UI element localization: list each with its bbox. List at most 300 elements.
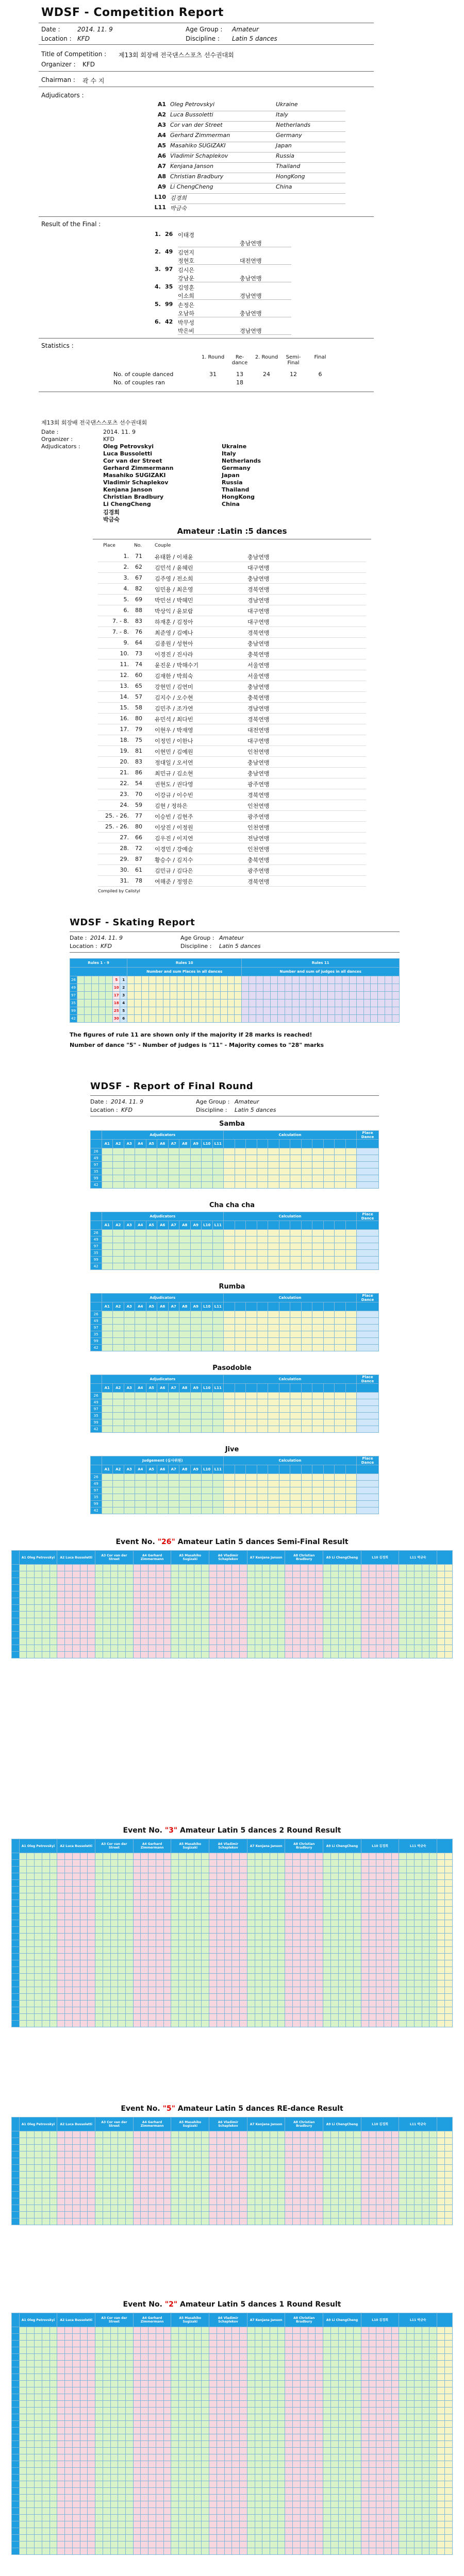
mark-cell	[376, 2212, 384, 2218]
total-cell	[437, 1638, 445, 1645]
mark-cell	[209, 1571, 217, 1578]
no-head	[12, 1551, 20, 1565]
total-cell	[437, 1994, 445, 2001]
mark-cell	[361, 2014, 369, 2021]
mark-cell	[95, 1954, 103, 1960]
mark-cell	[19, 1887, 27, 1893]
place-col	[357, 1140, 379, 1148]
mark-cell	[124, 1474, 135, 1481]
mark-cell	[277, 1860, 285, 1867]
mark-cell	[255, 1980, 262, 1987]
event-title	[0, 1826, 464, 1835]
mark-cell	[27, 1638, 35, 1645]
rule11-cell	[306, 992, 313, 999]
ranking-team: 인천연맹	[247, 803, 270, 809]
total-cell	[437, 1880, 445, 1887]
dance-row	[91, 1331, 379, 1338]
mark-cell	[49, 2151, 57, 2158]
calc-cell	[290, 1257, 302, 1263]
mark-cell	[224, 2021, 232, 2027]
mark-cell	[72, 1632, 80, 1638]
mark-cell	[110, 1867, 118, 1873]
calc-cell	[257, 1162, 268, 1168]
mark-cell	[338, 1638, 346, 1645]
mark-cell	[354, 2192, 361, 2198]
event-row	[12, 1632, 453, 1638]
mark-cell	[384, 1860, 391, 1867]
mark-cell	[42, 1920, 49, 1927]
mark-cell	[27, 2192, 35, 2198]
ranking-team: 대구연맹	[247, 738, 270, 744]
mark-cell	[135, 1393, 146, 1399]
calc-col	[246, 1465, 257, 1474]
mark-cell	[300, 1880, 308, 1887]
mark-cell	[103, 1638, 110, 1645]
calc-cell	[235, 1263, 246, 1270]
rule-head: Rules 1 - 9	[70, 959, 127, 968]
calc-cell	[279, 1175, 290, 1182]
mark-cell	[232, 2178, 240, 2185]
mark-cell	[369, 1947, 376, 1954]
mark-cell	[171, 2334, 179, 2341]
mark-cell	[146, 1318, 157, 1325]
mark-cell	[148, 1900, 156, 1907]
mark-cell	[232, 1632, 240, 1638]
mark-cell	[391, 2151, 399, 2158]
judge-head: A7 Kenjana Janson	[247, 1839, 285, 1853]
mark-cell	[202, 2198, 209, 2205]
final-partner-a: 김시은	[178, 267, 194, 274]
mark-cell	[224, 1893, 232, 1900]
mark-cell	[133, 1652, 141, 1658]
couple-no: 99	[91, 1419, 102, 1426]
mark-cell	[80, 1632, 88, 1638]
mark-cell	[323, 1987, 331, 1994]
mark-cell	[346, 1578, 354, 1585]
calc-cell	[224, 1393, 235, 1399]
mark-cell	[88, 1585, 95, 1591]
mark-cell	[126, 1645, 134, 1652]
ranking-couple: 김지수 / 오수현	[155, 694, 193, 701]
mark-cell	[118, 2145, 126, 2151]
adjudicator-row	[103, 479, 361, 486]
mark-cell	[65, 2001, 73, 2007]
mark-cell	[202, 1585, 209, 1591]
mark-cell	[391, 1974, 399, 1980]
total-head	[437, 2117, 453, 2131]
mark-cell	[277, 2021, 285, 2027]
mark-cell	[133, 2212, 141, 2218]
mark-cell	[146, 1399, 157, 1406]
rule11-cell	[292, 999, 299, 1007]
mark-cell	[27, 1947, 35, 1954]
mark-cell	[171, 2151, 179, 2158]
result-cell	[444, 1947, 452, 1954]
judge-head: A4 Gerhard Zimmermann	[133, 2313, 171, 2327]
mark-cell	[209, 2205, 217, 2212]
ranking-number: 70	[135, 791, 142, 798]
mark-cell	[255, 2178, 262, 2185]
rule11-cell	[306, 1007, 313, 1015]
mark-cell	[141, 1565, 148, 1571]
rule11-cell	[256, 999, 263, 1007]
mark-cell	[194, 1927, 202, 1934]
calc-cell	[323, 1182, 335, 1189]
mark-cell	[330, 2007, 338, 2014]
mark-cell	[277, 2327, 285, 2334]
mark-cell	[141, 2158, 148, 2165]
place-head: Place Dance	[357, 1294, 379, 1302]
mark-cell	[124, 1236, 135, 1243]
mark-cell	[141, 1571, 148, 1578]
couple-no	[12, 1947, 20, 1954]
mark-cell	[190, 1494, 202, 1501]
mark-cell	[88, 1578, 95, 1585]
ranking-team: 충남연맹	[247, 684, 270, 690]
mark-cell	[42, 1632, 49, 1638]
calc-cell	[224, 1331, 235, 1338]
rule10-cell	[135, 999, 142, 1007]
mark-cell	[88, 1605, 95, 1612]
calc-cell	[257, 1168, 268, 1175]
mark-cell	[217, 1632, 224, 1638]
mark-cell	[300, 2185, 308, 2192]
mark-cell	[148, 2218, 156, 2225]
mark-cell	[141, 1907, 148, 1913]
mark-cell	[163, 1591, 171, 1598]
mark-cell	[186, 1987, 194, 1994]
rule11-cell	[385, 1015, 392, 1023]
calc-col	[290, 1302, 302, 1311]
mark-cell	[80, 2327, 88, 2334]
mark-cell	[399, 1987, 407, 1994]
judge-code: A2	[113, 1465, 124, 1474]
mark-cell	[316, 1980, 323, 1987]
mark-cell	[300, 2192, 308, 2198]
mark-cell	[384, 1618, 391, 1625]
mark-cell	[171, 1927, 179, 1934]
final-place: 5.	[155, 301, 161, 308]
mark-cell	[110, 1605, 118, 1612]
mark-cell	[391, 1638, 399, 1645]
mark-cell	[414, 2131, 422, 2138]
mark-cell	[103, 1947, 110, 1954]
judge-code: L11	[212, 1465, 224, 1474]
mark-cell	[146, 1331, 157, 1338]
mark-cell	[126, 2172, 134, 2178]
mark-cell	[429, 1954, 437, 1960]
mark-cell	[88, 2007, 95, 2014]
mark-cell	[168, 1250, 179, 1257]
mark-cell	[42, 2218, 49, 2225]
mark-cell	[270, 1880, 277, 1887]
mark-cell	[146, 1236, 157, 1243]
mark-cell	[103, 2151, 110, 2158]
mark-cell	[135, 1487, 146, 1494]
mark-cell	[384, 1625, 391, 1632]
calc-cell	[235, 1155, 246, 1162]
mark-cell	[232, 1960, 240, 1967]
mark-cell	[80, 1612, 88, 1618]
ranking-couple: 권현도 / 권다영	[155, 781, 193, 788]
mark-cell	[293, 1974, 301, 1980]
mark-cell	[209, 2151, 217, 2158]
mark-cell	[110, 2334, 118, 2341]
mark-cell	[57, 2192, 65, 2198]
mark-cell	[110, 2178, 118, 2185]
mark-cell	[399, 1585, 407, 1591]
mark-cell	[330, 1598, 338, 1605]
calc-cell	[257, 1399, 268, 1406]
mark-cell	[102, 1393, 113, 1399]
mark-cell	[72, 2158, 80, 2165]
mark-cell	[95, 1994, 103, 2001]
mark-cell	[330, 2205, 338, 2212]
mark-cell	[57, 1913, 65, 1920]
mark-cell	[255, 1987, 262, 1994]
judge-head-row	[12, 2117, 453, 2131]
mark-cell	[300, 1974, 308, 1980]
mark-cell	[65, 1900, 73, 1907]
mark-cell	[217, 1585, 224, 1591]
mark-cell	[156, 1887, 163, 1893]
result-cell	[444, 2138, 452, 2145]
mark-cell	[65, 1913, 73, 1920]
mark-cell	[72, 1638, 80, 1645]
calc-cell	[235, 1406, 246, 1413]
mark-cell	[270, 2178, 277, 2185]
mark-cell	[270, 1853, 277, 1860]
mark-cell	[118, 1967, 126, 1974]
mark-cell	[190, 1399, 202, 1406]
result-cell	[444, 1578, 452, 1585]
final-partner-b: 박은비	[178, 328, 194, 334]
mark-cell	[179, 1148, 191, 1155]
mark-cell	[361, 1632, 369, 1638]
mark-cell	[179, 1994, 187, 2001]
mark-cell	[323, 1652, 331, 1658]
mark-cell	[95, 1645, 103, 1652]
final-number: 97	[165, 266, 173, 273]
mark-cell	[376, 1652, 384, 1658]
mark-cell	[414, 2172, 422, 2178]
mark-cell	[157, 1426, 169, 1433]
total-cell	[437, 1913, 445, 1920]
mark-cell	[407, 2185, 415, 2192]
calc-cell	[224, 1494, 235, 1501]
mark-cell	[354, 2151, 361, 2158]
mark-cell	[65, 1873, 73, 1880]
mark-cell	[422, 2185, 429, 2192]
couple-no: 26	[91, 1148, 102, 1155]
mark-cell	[72, 1880, 80, 1887]
mark-cell	[186, 2007, 194, 2014]
mark-cell	[407, 1853, 415, 1860]
mark-cell	[156, 2007, 163, 2014]
calc-cell	[257, 1311, 268, 1318]
mark-cell	[361, 1860, 369, 1867]
mark-cell	[354, 2212, 361, 2218]
mark-cell	[338, 2198, 346, 2205]
mark-cell	[202, 1880, 209, 1887]
mark-cell	[399, 1887, 407, 1893]
mark-cell	[316, 1565, 323, 1571]
mark-cell	[232, 2007, 240, 2014]
rule11-cell	[371, 1015, 378, 1023]
ranking-row	[98, 692, 366, 703]
result-cell	[444, 2001, 452, 2007]
mark-cell	[57, 1605, 65, 1612]
mark-cell	[407, 1880, 415, 1887]
mark-cell	[270, 1652, 277, 1658]
calc-cell	[345, 1257, 357, 1263]
couple-no: 42	[91, 1182, 102, 1189]
couple-no: 42	[91, 1263, 102, 1270]
mark-cell	[186, 1927, 194, 1934]
mark-cell	[103, 1591, 110, 1598]
rule10-cell	[199, 999, 206, 1007]
rule11-cell	[277, 976, 285, 984]
mark-cell	[171, 1652, 179, 1658]
mark-cell	[113, 1311, 124, 1318]
couple-no: 26	[91, 1474, 102, 1481]
ranking-number: 83	[135, 618, 142, 624]
calc-cell	[235, 1148, 246, 1155]
dance-row	[91, 1325, 379, 1331]
mark-cell	[80, 2212, 88, 2218]
mark-cell	[118, 1987, 126, 1994]
mark-cell	[148, 1994, 156, 2001]
mark-cell	[148, 1632, 156, 1638]
rule11-cell	[277, 1007, 285, 1015]
final-partner-a: 김영훈	[178, 284, 194, 291]
mark-cell	[148, 1652, 156, 1658]
mark-cell	[414, 1920, 422, 1927]
mark-cell	[156, 1947, 163, 1954]
mark-cell	[285, 2198, 293, 2205]
mark-cell	[179, 1325, 191, 1331]
mark-cell	[224, 1954, 232, 1960]
mark-cell	[194, 1598, 202, 1605]
event-number: "2"	[164, 2300, 178, 2309]
mark-cell	[232, 1920, 240, 1927]
rule10-cell	[135, 1007, 142, 1015]
result-cell	[444, 1980, 452, 1987]
calc-cell	[235, 1507, 246, 1514]
event-row	[12, 1934, 453, 1940]
mark-cell	[80, 2138, 88, 2145]
mark-cell	[422, 1867, 429, 1873]
calc-cell	[268, 1148, 279, 1155]
mark-cell	[113, 1168, 124, 1175]
mark-cell	[186, 1605, 194, 1612]
mark-cell	[42, 1994, 49, 2001]
mark-cell	[27, 2014, 35, 2021]
mark-cell	[212, 1338, 224, 1345]
mark-cell	[270, 2192, 277, 2198]
calc-cell	[257, 1250, 268, 1257]
age-label: Age Group :	[186, 26, 223, 33]
mark-cell	[202, 1625, 209, 1632]
adjudicator-row	[150, 204, 366, 214]
mark-cell	[346, 1652, 354, 1658]
mark-cell	[27, 2178, 35, 2185]
mark-cell	[262, 2138, 270, 2145]
mark-cell	[110, 1980, 118, 1987]
mark-cell	[126, 1974, 134, 1980]
calc-cell	[301, 1250, 312, 1257]
mark-cell	[146, 1148, 157, 1155]
mark-cell	[179, 1182, 191, 1189]
rule11-cell	[321, 976, 328, 984]
calc-cell	[257, 1494, 268, 1501]
mark-cell	[217, 1974, 224, 1980]
rule11-cell	[349, 1007, 356, 1015]
mark-cell	[202, 2021, 209, 2027]
mark-cell	[255, 2334, 262, 2341]
ranking-row	[98, 551, 366, 562]
place-sum: 5	[113, 976, 120, 984]
mark-cell	[171, 2327, 179, 2334]
couple-no	[12, 2212, 20, 2218]
result-cell	[444, 2185, 452, 2192]
calc-cell	[235, 1487, 246, 1494]
mark-cell	[57, 1645, 65, 1652]
mark-cell	[361, 2192, 369, 2198]
mark-cell	[224, 1598, 232, 1605]
mark-cell	[407, 2334, 415, 2341]
mark-cell	[361, 2185, 369, 2192]
calc-cell	[257, 1325, 268, 1331]
mark-cell	[179, 1860, 187, 1867]
mark-cell	[240, 2001, 247, 2007]
couple-no: 97	[91, 1243, 102, 1250]
mark-cell	[157, 1155, 169, 1162]
mark-cell	[141, 2007, 148, 2014]
calc-cell	[246, 1494, 257, 1501]
rule11-cell	[306, 999, 313, 1007]
mark-cell	[316, 1913, 323, 1920]
mark-cell	[323, 1893, 331, 1900]
mark-cell	[399, 1632, 407, 1638]
mark-cell	[49, 1625, 57, 1632]
skating-note-2: Number of dance "5" - Number of judges is "11" - Majority comes to "28" marks	[70, 1042, 324, 1048]
mark-cell	[19, 1860, 27, 1867]
rule-head: Rules 11	[242, 959, 400, 968]
mark-cell	[202, 1960, 209, 1967]
mark-cell	[179, 1591, 187, 1598]
mark-cell	[285, 1578, 293, 1585]
mark-cell	[42, 1873, 49, 1880]
mark-cell	[57, 2014, 65, 2021]
mark-cell	[80, 1934, 88, 1940]
mark-cell	[338, 1920, 346, 1927]
rule10-cell	[156, 1007, 163, 1015]
mark-cell	[19, 1974, 27, 1980]
mark-cell	[270, 1638, 277, 1645]
calc-col	[268, 1384, 279, 1393]
dance-head-row	[91, 1456, 379, 1465]
mark-cell	[429, 2014, 437, 2021]
calc-cell	[301, 1236, 312, 1243]
mark-cell	[354, 2145, 361, 2151]
mark-cell	[103, 2131, 110, 2138]
mark-cell	[212, 1419, 224, 1426]
mark-cell	[190, 1345, 202, 1351]
rule11-cell	[249, 992, 256, 999]
mark-cell	[148, 1967, 156, 1974]
mark-cell	[209, 2021, 217, 2027]
